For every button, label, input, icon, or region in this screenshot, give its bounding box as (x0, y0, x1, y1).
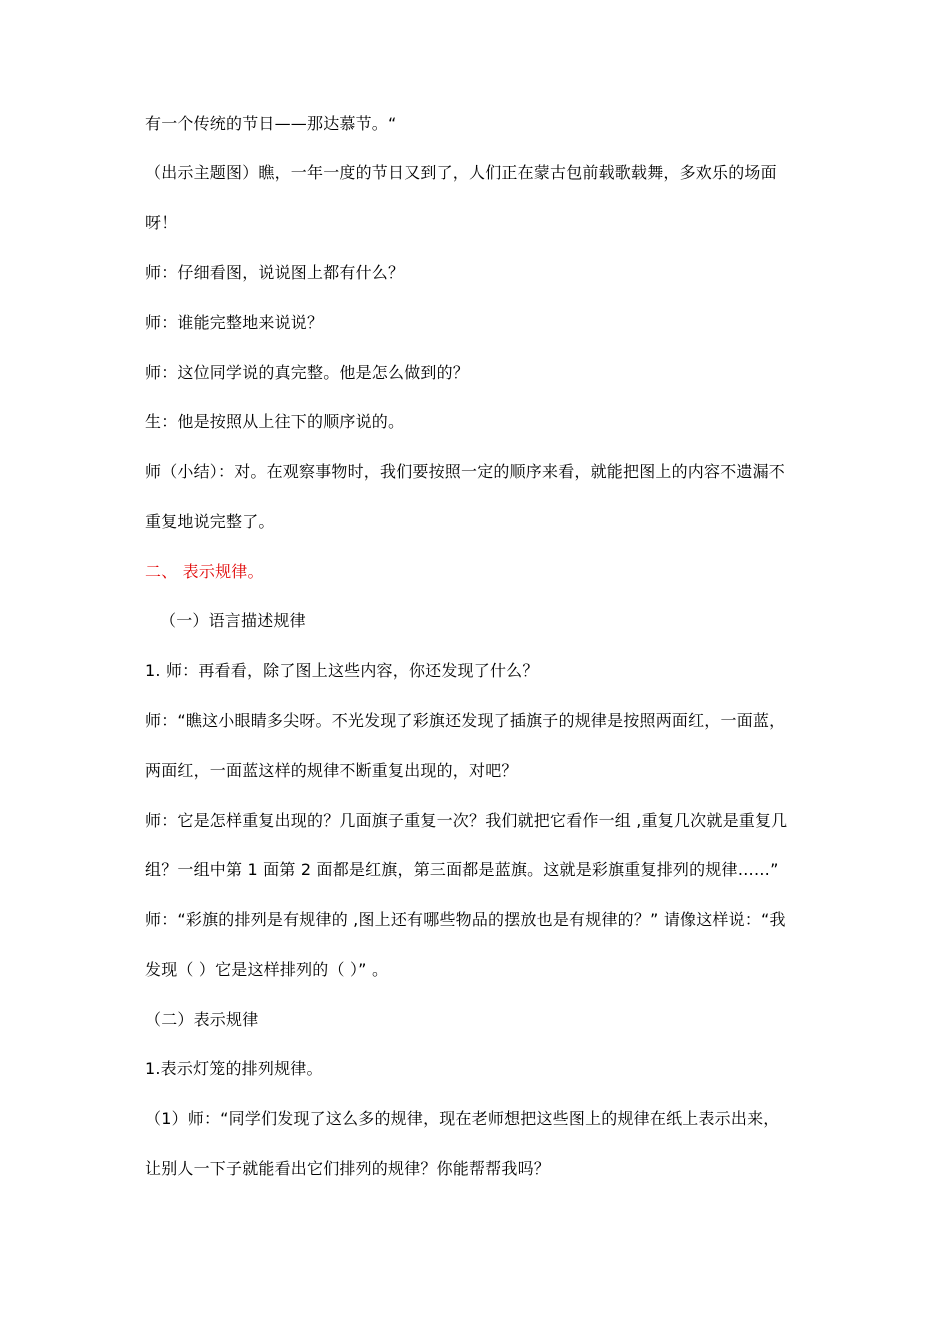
text-line: 发现（ ）它是这样排列的（ ）” 。 (145, 960, 389, 979)
text-line: 1.表示灯笼的排列规律。 (145, 1059, 323, 1078)
text-line: 1. 师：再看看，除了图上这些内容，你还发现了什么？ (145, 661, 539, 680)
text-line: 呀！ (145, 213, 178, 232)
text-line: （出示主题图）瞧，一年一度的节日又到了，人们正在蒙古包前载歌载舞，多欢乐的场面 (145, 163, 777, 182)
text-line: 师：谁能完整地来说说？ (145, 313, 324, 332)
text-line: 师：“瞧这小眼睛多尖呀。不光发现了彩旗还发现了插旗子的规律是按照两面红，一面蓝， (145, 711, 786, 730)
text-line: 师：这位同学说的真完整。他是怎么做到的？ (145, 363, 470, 382)
text-line: 让别人一下子就能看出它们排列的规律？你能帮帮我吗？ (145, 1159, 551, 1178)
subsection-heading: （一）语言描述规律 (160, 611, 306, 630)
text-line: 生：他是按照从上往下的顺序说的。 (145, 412, 405, 431)
subsection-heading: （二）表示规律 (145, 1010, 259, 1029)
text-line: 重复地说完整了。 (145, 512, 275, 531)
text-line: 师（小结）：对。在观察事物时，我们要按照一定的顺序来看，就能把图上的内容不遗漏不 (145, 462, 786, 481)
text-line: 师：它是怎样重复出现的？几面旗子重复一次？我们就把它看作一组 ,重复几次就是重复几 (145, 811, 788, 830)
text-line: （1）师：“同学们发现了这么多的规律，现在老师想把这些图上的规律在纸上表示出来， (145, 1109, 780, 1128)
section-heading: 二、 表示规律。 (145, 562, 264, 581)
text-line: 有一个传统的节日——那达慕节。“ (145, 114, 397, 133)
text-line: 组？一组中第 1 面第 2 面都是红旗，第三面都是蓝旗。这就是彩旗重复排列的规律……” (145, 860, 779, 879)
text-line: 师：“彩旗的排列是有规律的 ,图上还有哪些物品的摆放也是有规律的？” 请像这样说：“我 (145, 910, 786, 929)
text-line: 两面红，一面蓝这样的规律不断重复出现的，对吧？ (145, 761, 518, 780)
text-line: 师：仔细看图，说说图上都有什么？ (145, 263, 405, 282)
